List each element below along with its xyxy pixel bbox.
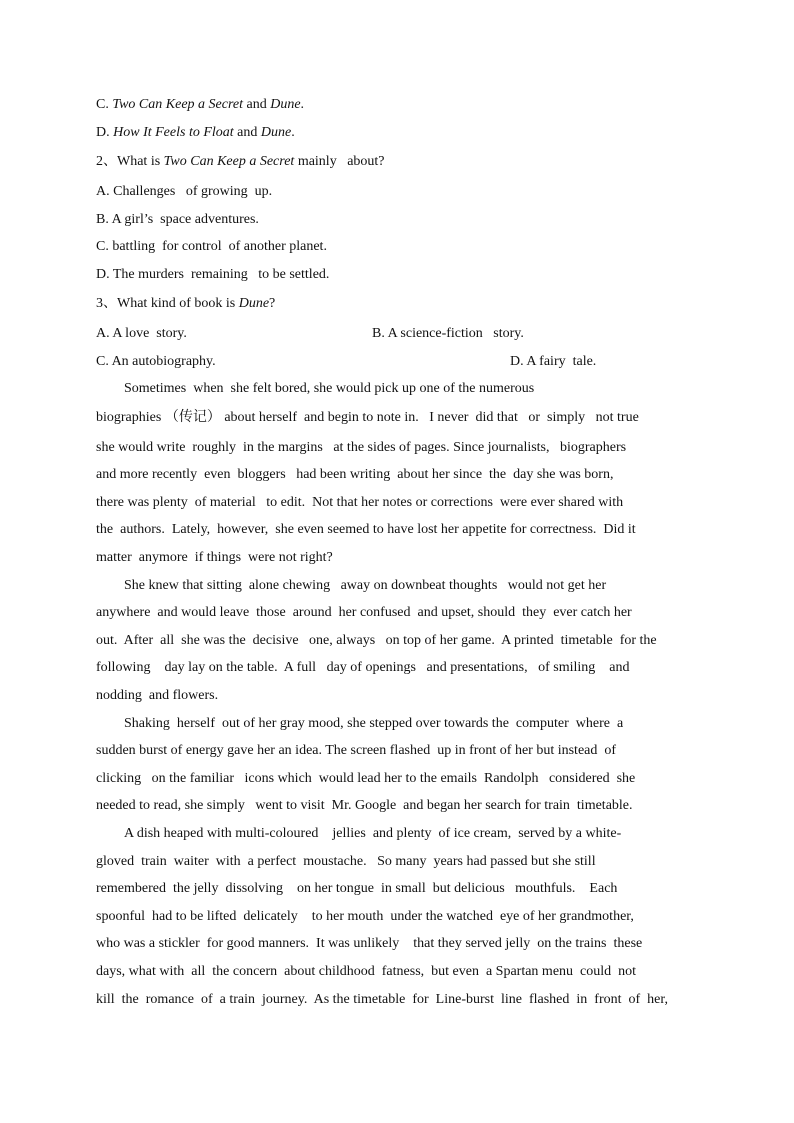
q3-option-a: A. A love story. — [96, 326, 187, 341]
passage-line: remembered the jelly dissolving on her tongue in small but delicious mouthfuls. Each — [96, 881, 618, 896]
passage-line: sudden burst of energy gave her an idea. The screen flashed up in front of her but instead of — [96, 743, 617, 758]
passage-line: following day lay on the table. A full day of openings and presentations, of smiling and — [96, 660, 630, 675]
q2-option-d: D. The murders remaining to be settled. — [96, 267, 330, 282]
book-title: Dune — [260, 125, 292, 140]
passage-line: who was a stickler for good manners. It was unlikely that they served jelly on the trains these — [96, 936, 643, 951]
passage-line: there was plenty of material to edit. Not that her notes or corrections were ever shared with — [96, 495, 624, 510]
connector: and — [243, 97, 271, 112]
option-prefix: D. — [96, 125, 114, 140]
book-title: Dune — [238, 296, 270, 311]
connector: and — [233, 125, 261, 140]
q1-option-d — [96, 123, 295, 143]
option-prefix: C. — [96, 97, 113, 112]
passage-line: out. After all she was the decisive one, always on top of her game. A printed timetable for the — [96, 633, 657, 648]
q3-stem — [96, 294, 275, 314]
passage-line: days, what with all the concern about childhood fatness, but even a Spartan menu could not — [96, 964, 637, 979]
passage-line: needed to read, she simply went to visit Mr. Google and began her search for train timetable. — [96, 798, 633, 813]
stem-text: ? — [269, 296, 276, 311]
passage-line: She knew that sitting alone chewing away on downbeat thoughts would not get her — [124, 578, 607, 593]
q3-option-c: C. An autobiography. — [96, 354, 216, 369]
passage-line: anywhere and would leave those around her confused and upset, should they ever catch her — [96, 605, 632, 620]
book-title: Two Can Keep a Secret — [112, 97, 243, 112]
period: . — [291, 125, 295, 140]
q2-option-b: B. A girl’s space adventures. — [96, 212, 259, 227]
passage-line: she would write roughly in the margins at the sides of pages. Since journalists, biographers — [96, 440, 627, 455]
passage-line: Shaking herself out of her gray mood, she stepped over towards the computer where a — [124, 716, 624, 731]
passage-line: kill the romance of a train journey. As the timetable for Line-burst line flashed in front of her, — [96, 992, 668, 1007]
q2-option-c: C. battling for control of another planet. — [96, 239, 327, 254]
stem-text: mainly about? — [294, 154, 385, 169]
period: . — [300, 97, 305, 112]
passage-line: nodding and flowers. — [96, 688, 219, 703]
passage-line: Sometimes when she felt bored, she would pick up one of the numerous — [124, 381, 535, 396]
passage-line: the authors. Lately, however, she even seemed to have lost her appetite for correctness. Did it — [96, 522, 636, 537]
q2-stem — [96, 152, 385, 172]
passage-line: A dish heaped with multi-coloured jellies and plenty of ice cream, served by a white- — [124, 826, 622, 841]
q3-option-b: B. A science-fiction story. — [372, 326, 524, 341]
book-title: Dune — [270, 97, 301, 112]
q3-option-d: D. A fairy tale. — [510, 354, 597, 369]
passage-line: clicking on the familiar icons which would lead her to the emails Randolph considered she — [96, 771, 636, 786]
passage-line: matter anymore if things were not right? — [96, 550, 333, 565]
book-title: How It Feels to Float — [113, 125, 234, 140]
stem-text: 3、What kind of book is — [96, 296, 239, 311]
q2-option-a: A. Challenges of growing up. — [96, 184, 273, 199]
passage-line: and more recently even bloggers had been writing about her since the day she was born, — [96, 467, 614, 482]
passage-line: spoonful had to be lifted delicately to her mouth under the watched eye of her grandmother, — [96, 909, 634, 924]
passage-line: biographies （传记） about herself and begin to note in. I never did that or simply not true — [96, 410, 639, 425]
passage-line: gloved train waiter with a perfect moustache. So many years had passed but she still — [96, 854, 596, 869]
q1-option-c — [96, 95, 304, 115]
book-title: Two Can Keep a Secret — [163, 154, 295, 169]
stem-text: 2、What is — [96, 154, 164, 169]
